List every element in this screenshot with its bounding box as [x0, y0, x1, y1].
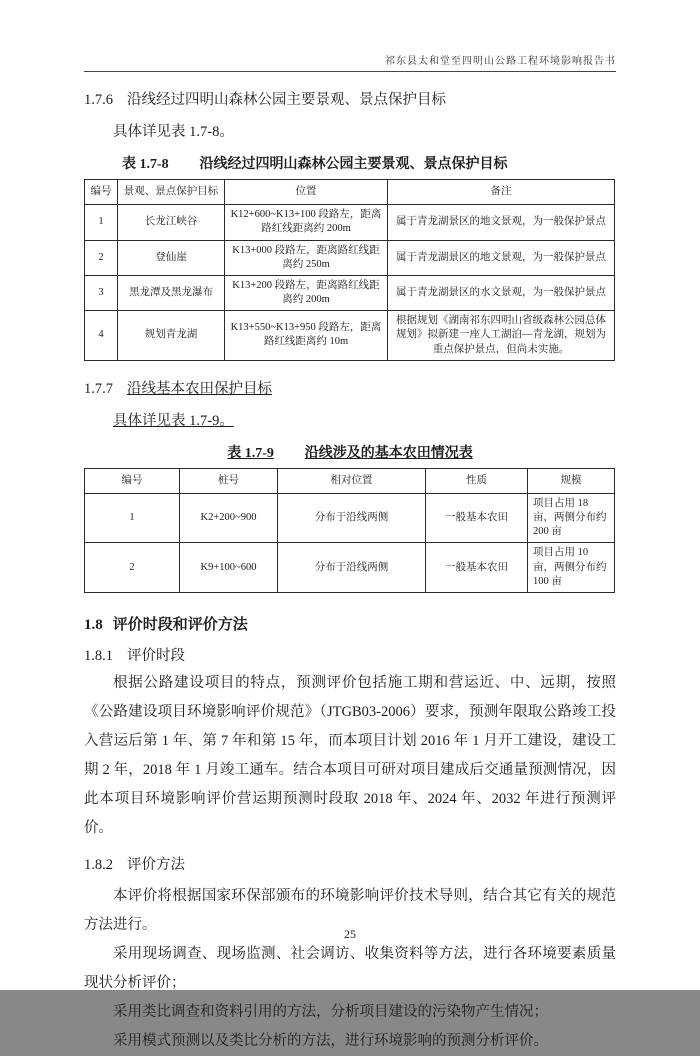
section-number: 1.8.1 [84, 647, 113, 664]
section-heading-1-8 [84, 613, 616, 634]
table-1-7-9-caption [84, 442, 616, 462]
cell-location: K13+000 段路左，距离路红线距离约 250m [225, 240, 388, 275]
table-row [85, 205, 615, 240]
see-table-1-7-8-note: 具体详见表 1.7-8。 [113, 124, 234, 140]
section-title: 沿线基本农田保护目标 [127, 380, 272, 397]
cell-stake: K2+200~900 [180, 493, 278, 543]
section-heading-1-7-7 [84, 377, 616, 398]
col-header: 编号 [85, 468, 180, 493]
table-header-row [85, 468, 615, 493]
col-header: 位置 [225, 180, 388, 205]
col-header: 备注 [388, 180, 615, 205]
table-caption-title: 沿线经过四明山森林公园主要景观、景点保护目标 [199, 157, 508, 172]
cell-target: 规划青龙湖 [118, 311, 225, 361]
cell-relative-position: 分布于沿线两侧 [278, 543, 426, 593]
cell-nature: 一般基本农田 [426, 543, 528, 593]
paragraph-method-analogy: 采用类比调查和资料引用的方法，分析项目建设的污染物产生情况； [113, 1003, 548, 1020]
see-table-1-7-9-note: 具体详见表 1.7-9。 [113, 412, 234, 429]
header-rule [84, 71, 616, 72]
col-header: 景观、景点保护目标 [118, 180, 225, 205]
cell-location: K13+200 段路左，距离路红线距离约 200m [225, 275, 388, 310]
cell-no: 2 [85, 543, 180, 593]
cell-remark: 属于青龙湖景区的水文景观，为一般保护景点 [388, 275, 615, 310]
paragraph-evaluation-period: 根据公路建设项目的特点，预测评价包括施工期和营运近、中、远期，按照《公路建设项目环境影响评价规范》（JTGB03-2006）要求，预测年限取公路竣工投入营运后第 1 年、第 7 年和第 15 年，而本项目计划 2016 年 1 月开工建设，建设工期 2 年，2018 年 1 月竣工通车。结合本项目可研对项目建成后交通量预测情况，因此本项目环境影响评价营运期预测时段取 2018 年、2024 年、2032 年进行预测评价。 [84, 674, 616, 836]
page-number: 25 [344, 927, 356, 941]
col-header: 相对位置 [278, 468, 426, 493]
cell-stake: K9+100~600 [180, 543, 278, 593]
paragraph-method-intro: 本评价将根据国家环保部颁布的环境影响评价技术导则，结合其它有关的规范方法进行。 [84, 887, 616, 933]
section-title: 评价时段和评价方法 [112, 616, 248, 633]
col-header: 规模 [528, 468, 615, 493]
table-caption-label: 表 1.7-9 [227, 445, 274, 461]
cell-target: 黑龙潭及黑龙瀑布 [118, 275, 225, 310]
cell-no: 1 [85, 493, 180, 543]
cell-location: K13+550~K13+950 段路左，距离路红线距离约 10m [225, 311, 388, 361]
section-number: 1.8 [84, 616, 103, 633]
section-number: 1.7.6 [84, 92, 113, 108]
table-header-row [85, 180, 615, 205]
cell-no: 3 [85, 275, 118, 310]
table-row [85, 240, 615, 275]
table-row [85, 275, 615, 310]
col-header: 桩号 [180, 468, 278, 493]
table-1-7-8-caption [84, 153, 616, 173]
section-title: 沿线经过四明山森林公园主要景观、景点保护目标 [127, 92, 446, 108]
table-caption-title: 沿线涉及的基本农田情况表 [304, 445, 473, 461]
cell-no: 2 [85, 240, 118, 275]
col-header: 编号 [85, 180, 118, 205]
cell-scale: 项目占用 10 亩，两侧分布约 100 亩 [528, 543, 615, 593]
cell-remark: 属于青龙湖景区的地文景观，为一般保护景点 [388, 240, 615, 275]
section-number: 1.8.2 [84, 856, 113, 873]
section-heading-1-7-6 [84, 88, 616, 109]
section-title: 评价时段 [127, 647, 185, 664]
section-number: 1.7.7 [84, 380, 113, 397]
section-heading-1-8-2 [84, 853, 616, 874]
section-title: 评价方法 [127, 856, 185, 873]
cell-remark: 属于青龙湖景区的地文景观，为一般保护景点 [388, 205, 615, 240]
paragraph-method-model: 采用模式预测以及类比分析的方法，进行环境影响的预测分析评价。 [113, 1032, 548, 1049]
cell-no: 1 [85, 205, 118, 240]
cell-target: 长龙江峡谷 [118, 205, 225, 240]
table-1-7-8 [84, 179, 615, 361]
cell-nature: 一般基本农田 [426, 493, 528, 543]
section-heading-1-8-1 [84, 644, 616, 665]
cell-scale: 项目占用 18 亩，两侧分布约 200 亩 [528, 493, 615, 543]
table-row [85, 543, 615, 593]
cell-relative-position: 分布于沿线两侧 [278, 493, 426, 543]
col-header: 性质 [426, 468, 528, 493]
table-row [85, 493, 615, 543]
running-header: 祁东县太和堂至四明山公路工程环境影响报告书 [385, 56, 616, 67]
table-caption-label: 表 1.7-8 [122, 157, 169, 172]
table-1-7-9 [84, 468, 615, 593]
cell-no: 4 [85, 311, 118, 361]
table-row [85, 311, 615, 361]
cell-location: K12+600~K13+100 段路左，距离路红线距离约 200m [225, 205, 388, 240]
cell-target: 登仙崖 [118, 240, 225, 275]
cell-remark: 根据规划《湖南祁东四明山省级森林公园总体规划》拟新建一座人工湖泊—青龙湖，规划为重点保护景点，但尚未实施。 [388, 311, 615, 361]
paragraph-method-survey: 采用现场调查、现场监测、社会调访、收集资料等方法，进行各环境要素质量现状分析评价； [84, 945, 616, 991]
